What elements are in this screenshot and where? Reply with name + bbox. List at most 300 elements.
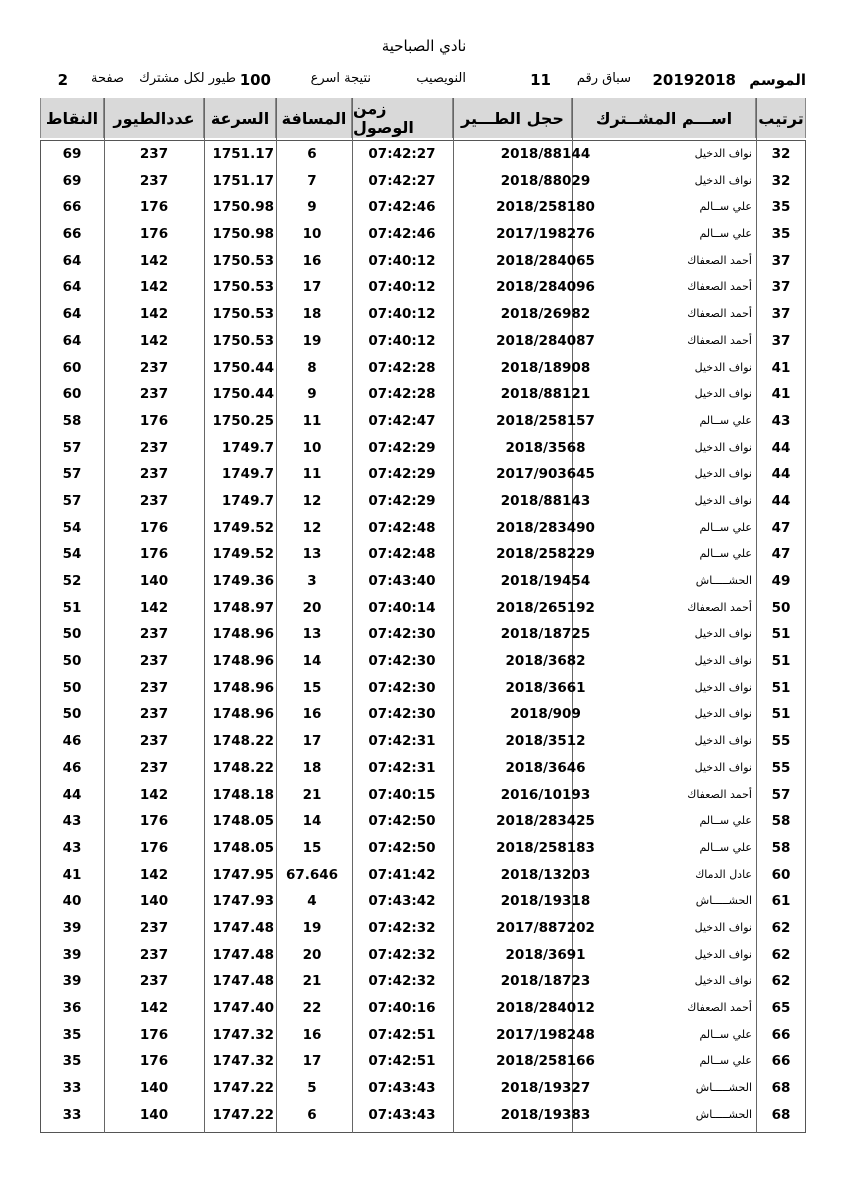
rank-cell: 51 — [771, 706, 791, 723]
participant-name-cell: نواف الدخيل — [694, 680, 752, 694]
bird-count-cell: 237 — [139, 653, 169, 670]
participant-name-cell: علي ســالم — [699, 547, 752, 561]
bird-count-cell: 142 — [139, 332, 169, 349]
participant-name-cell: الحشـــــاش — [695, 1081, 752, 1095]
points-cell: 50 — [62, 706, 82, 723]
arrival-time-cell: 07:40:12 — [368, 252, 436, 269]
page-label: صفحة — [91, 71, 124, 86]
distance-cell: 7 — [307, 172, 317, 189]
distance-cell: 16 — [302, 252, 322, 269]
bird-count-cell: 176 — [139, 1053, 169, 1070]
rank-cell: 44 — [771, 492, 791, 509]
speed-cell: 1750.25 — [212, 412, 274, 429]
speed-cell: 1751.17 — [212, 172, 274, 189]
points-cell: 64 — [62, 306, 82, 323]
distance-cell: 18 — [302, 759, 322, 776]
arrival-time-cell: 07:42:30 — [368, 626, 436, 643]
table-row — [40, 301, 806, 328]
ring-number-cell: 2018/18725 — [500, 626, 591, 643]
ring-number-cell: 2018/284096 — [496, 279, 595, 296]
bird-count-cell: 237 — [139, 492, 169, 509]
distance-cell: 67.646 — [285, 866, 339, 883]
participant-name-cell: نواف الدخيل — [694, 387, 752, 401]
participant-name-cell: الحشـــــاش — [695, 894, 752, 908]
points-cell: 50 — [62, 626, 82, 643]
ring-number-cell: 2018/19327 — [500, 1080, 591, 1097]
points-cell: 69 — [62, 172, 82, 189]
points-cell: 33 — [62, 1080, 82, 1097]
points-cell: 60 — [62, 386, 82, 403]
participant-name-cell: أحمد الصعفاك — [687, 600, 752, 614]
points-cell: 57 — [62, 439, 82, 456]
distance-cell: 13 — [302, 546, 322, 563]
table-row — [40, 488, 806, 515]
ring-number-cell: 2018/3512 — [505, 733, 586, 750]
arrival-time-cell: 07:42:27 — [368, 146, 436, 162]
rank-cell: 62 — [771, 973, 791, 990]
speed-cell: 1748.05 — [212, 839, 274, 856]
participant-name-cell: نواف الدخيل — [694, 974, 752, 988]
header-speed: السرعة — [204, 98, 276, 138]
club-title: نادي الصباحية — [381, 37, 467, 55]
speed-cell: 1750.98 — [212, 199, 274, 216]
arrival-time-cell: 07:40:15 — [368, 786, 436, 803]
ring-number-cell: 2016/10193 — [500, 786, 591, 803]
bird-count-cell: 237 — [139, 679, 169, 696]
table-row — [40, 915, 806, 942]
bird-count-cell: 237 — [139, 466, 169, 483]
distance-cell: 12 — [302, 519, 322, 536]
bird-count-cell: 237 — [139, 172, 169, 189]
distance-cell: 9 — [307, 199, 317, 216]
participant-name-cell: نواف الدخيل — [694, 173, 752, 187]
distance-cell: 10 — [302, 439, 322, 456]
table-row — [40, 728, 806, 755]
points-cell: 60 — [62, 359, 82, 376]
table-row — [40, 675, 806, 702]
header-birds: عددالطيور — [104, 98, 204, 138]
ring-number-cell: 2018/13203 — [500, 866, 591, 883]
points-cell: 57 — [62, 492, 82, 509]
distance-cell: 14 — [302, 813, 322, 830]
speed-cell: 1751.17 — [212, 146, 274, 162]
participant-name-cell: نواف الدخيل — [694, 467, 752, 481]
table-row — [40, 141, 806, 168]
arrival-time-cell: 07:42:46 — [368, 226, 436, 243]
rank-cell: 50 — [771, 599, 791, 616]
speed-cell: 1750.98 — [212, 226, 274, 243]
participant-name-cell: الحشـــــاش — [695, 574, 752, 587]
arrival-time-cell: 07:40:12 — [368, 332, 436, 349]
rank-cell: 47 — [771, 519, 791, 536]
rank-cell: 47 — [771, 546, 791, 563]
participant-name-cell: نواف الدخيل — [694, 920, 752, 934]
table-row — [40, 194, 806, 221]
ring-number-cell: 2018/26982 — [500, 306, 591, 323]
points-cell: 43 — [62, 813, 82, 830]
rank-cell: 35 — [771, 199, 791, 216]
speed-cell: 1748.96 — [212, 653, 274, 670]
table-row — [40, 1075, 806, 1102]
bird-count-cell: 176 — [139, 1026, 169, 1043]
ring-number-cell: 2018/284087 — [496, 332, 595, 349]
rank-cell: 32 — [771, 146, 791, 162]
points-cell: 44 — [62, 786, 82, 803]
distance-cell: 6 — [307, 1106, 317, 1123]
speed-cell: 1747.22 — [212, 1106, 274, 1123]
rank-cell: 55 — [771, 759, 791, 776]
bird-count-cell: 140 — [139, 1080, 169, 1097]
distance-cell: 12 — [302, 492, 322, 509]
rank-cell: 58 — [771, 813, 791, 830]
rank-cell: 65 — [771, 1000, 791, 1016]
bird-count-cell: 176 — [139, 226, 169, 243]
table-row — [40, 942, 806, 969]
speed-cell: 1748.97 — [212, 599, 274, 616]
distance-cell: 16 — [302, 706, 322, 723]
ring-number-cell: 2017/198276 — [496, 226, 595, 243]
points-cell: 35 — [62, 1026, 82, 1043]
ring-number-cell: 2017/887202 — [496, 919, 595, 936]
distance-cell: 9 — [307, 386, 317, 403]
table-row — [40, 221, 806, 248]
table-row — [40, 1048, 806, 1075]
page-value: 2 — [57, 71, 68, 89]
bird-count-cell: 237 — [139, 359, 169, 376]
table-row — [40, 888, 806, 915]
table-row — [40, 782, 806, 809]
speed-cell: 1748.05 — [212, 813, 274, 830]
distance-cell: 4 — [307, 893, 317, 910]
arrival-time-cell: 07:42:32 — [368, 946, 436, 963]
arrival-time-cell: 07:42:27 — [368, 172, 436, 189]
distance-cell: 20 — [302, 599, 322, 616]
table-row — [40, 862, 806, 889]
participant-name-cell: أحمد الصعفاك — [687, 333, 752, 347]
participant-name-cell: علي ســالم — [699, 814, 752, 828]
rank-cell: 44 — [771, 439, 791, 456]
header-time: زمن الوصول — [352, 98, 453, 138]
speed-cell: 1750.53 — [212, 279, 274, 296]
ring-number-cell: 2017/198248 — [496, 1026, 595, 1043]
arrival-time-cell: 07:42:28 — [368, 386, 436, 403]
points-cell: 36 — [62, 1000, 82, 1016]
points-cell: 35 — [62, 1053, 82, 1070]
bird-count-cell: 142 — [139, 1000, 169, 1016]
arrival-time-cell: 07:42:51 — [368, 1053, 436, 1070]
participant-name-cell: نواف الدخيل — [694, 493, 752, 507]
rank-cell: 61 — [771, 893, 791, 910]
race-label: سباق رقم — [576, 71, 631, 86]
arrival-time-cell: 07:41:42 — [368, 866, 436, 883]
header-points: النقاط — [40, 98, 104, 138]
rank-cell: 37 — [771, 252, 791, 269]
speed-cell: 1750.53 — [212, 332, 274, 349]
participant-name-cell: الحشـــــاش — [695, 1107, 752, 1121]
rank-cell: 68 — [771, 1106, 791, 1123]
speed-cell: 1748.96 — [212, 706, 274, 723]
rank-cell: 35 — [771, 226, 791, 243]
speed-cell: 1748.96 — [212, 679, 274, 696]
ring-number-cell: 2018/3646 — [505, 759, 586, 776]
rank-cell: 32 — [771, 172, 791, 189]
table-row — [40, 461, 806, 488]
header-distance: المسافة — [276, 98, 352, 138]
speed-cell: 1749.36 — [212, 573, 274, 589]
rank-cell: 66 — [771, 1026, 791, 1043]
arrival-time-cell: 07:42:47 — [368, 412, 436, 429]
arrival-time-cell: 07:42:32 — [368, 973, 436, 990]
arrival-time-cell: 07:42:50 — [368, 813, 436, 830]
points-cell: 50 — [62, 679, 82, 696]
race-info-line — [40, 71, 806, 91]
distance-cell: 18 — [302, 306, 322, 323]
arrival-time-cell: 07:42:29 — [368, 492, 436, 509]
table-row — [40, 808, 806, 835]
points-cell: 39 — [62, 973, 82, 990]
participant-name-cell: علي ســالم — [699, 200, 752, 214]
speed-cell: 1749.7 — [221, 439, 274, 456]
participant-name-cell: أحمد الصعفاك — [687, 307, 752, 321]
bird-count-cell: 142 — [139, 306, 169, 323]
points-cell: 51 — [62, 599, 82, 616]
bird-count-cell: 237 — [139, 973, 169, 990]
table-row — [40, 435, 806, 462]
participant-name-cell: علي ســالم — [699, 1027, 752, 1041]
table-row — [40, 648, 806, 675]
ring-number-cell: 2018/283425 — [496, 813, 595, 830]
points-cell: 66 — [62, 226, 82, 243]
rank-cell: 51 — [771, 679, 791, 696]
bird-count-cell: 237 — [139, 706, 169, 723]
speed-cell: 1747.95 — [212, 866, 274, 883]
bird-count-cell: 237 — [139, 146, 169, 162]
arrival-time-cell: 07:43:42 — [368, 893, 436, 910]
rank-cell: 51 — [771, 653, 791, 670]
bird-count-cell: 140 — [139, 573, 169, 589]
points-cell: 69 — [62, 146, 82, 162]
speed-cell: 1750.44 — [212, 386, 274, 403]
bird-count-cell: 142 — [139, 786, 169, 803]
table-row — [40, 835, 806, 862]
ring-number-cell: 2017/903645 — [496, 466, 595, 483]
rank-cell: 37 — [771, 332, 791, 349]
distance-cell: 21 — [302, 973, 322, 990]
distance-cell: 6 — [307, 146, 317, 162]
ring-number-cell: 2018/258183 — [496, 839, 595, 856]
distance-cell: 20 — [302, 946, 322, 963]
table-row — [40, 408, 806, 435]
table-row — [40, 1022, 806, 1049]
participant-name-cell: علي ســالم — [699, 520, 752, 534]
participant-name-cell: نواف الدخيل — [694, 654, 752, 668]
ring-number-cell: 2018/88144 — [500, 146, 591, 162]
participant-name-cell: أحمد الصعفاك — [687, 280, 752, 294]
rank-cell: 51 — [771, 626, 791, 643]
participant-name-cell: نواف الدخيل — [694, 627, 752, 641]
points-cell: 43 — [62, 839, 82, 856]
rank-cell: 37 — [771, 306, 791, 323]
ring-number-cell: 2018/3661 — [505, 679, 586, 696]
table-row — [40, 515, 806, 542]
ring-number-cell: 2018/284065 — [496, 252, 595, 269]
arrival-time-cell: 07:40:16 — [368, 1000, 436, 1016]
header-rank: ترتيب — [756, 98, 806, 138]
bird-count-cell: 176 — [139, 546, 169, 563]
points-cell: 50 — [62, 653, 82, 670]
speed-cell: 1748.22 — [212, 759, 274, 776]
speed-cell: 1749.7 — [221, 492, 274, 509]
table-row — [40, 328, 806, 355]
participant-name-cell: علي ســالم — [699, 227, 752, 241]
arrival-time-cell: 07:43:40 — [368, 573, 436, 589]
participant-name-cell: علي ســالم — [699, 840, 752, 854]
speed-cell: 1748.18 — [212, 786, 274, 803]
table-row — [40, 595, 806, 622]
distance-cell: 15 — [302, 679, 322, 696]
table-row — [40, 755, 806, 782]
points-cell: 33 — [62, 1106, 82, 1123]
distance-cell: 15 — [302, 839, 322, 856]
arrival-time-cell: 07:40:14 — [368, 599, 436, 616]
participant-name-cell: نواف الدخيل — [694, 734, 752, 748]
result-value: 100 — [239, 71, 271, 89]
distance-cell: 3 — [307, 573, 317, 589]
rank-cell: 55 — [771, 733, 791, 750]
rank-cell: 41 — [771, 386, 791, 403]
points-cell: 46 — [62, 733, 82, 750]
participant-name-cell: علي ســالم — [699, 413, 752, 427]
points-cell: 40 — [62, 893, 82, 910]
race-value: 11 — [530, 71, 551, 89]
arrival-time-cell: 07:42:30 — [368, 679, 436, 696]
distance-cell: 22 — [302, 1000, 322, 1016]
rank-cell: 44 — [771, 466, 791, 483]
ring-number-cell: 2018/283490 — [496, 519, 595, 536]
points-cell: 54 — [62, 519, 82, 536]
distance-cell: 17 — [302, 733, 322, 750]
header-ring: حجل الطـــير — [453, 98, 572, 138]
table-row — [40, 248, 806, 275]
bird-count-cell: 237 — [139, 386, 169, 403]
points-cell: 54 — [62, 546, 82, 563]
bird-count-cell: 237 — [139, 946, 169, 963]
arrival-time-cell: 07:42:48 — [368, 519, 436, 536]
points-cell: 52 — [62, 573, 82, 589]
distance-cell: 13 — [302, 626, 322, 643]
bird-count-cell: 142 — [139, 252, 169, 269]
rank-cell: 68 — [771, 1080, 791, 1097]
distance-cell: 17 — [302, 1053, 322, 1070]
arrival-time-cell: 07:43:43 — [368, 1106, 436, 1123]
table-row — [40, 568, 806, 595]
distance-cell: 11 — [302, 466, 322, 483]
speed-cell: 1749.52 — [212, 546, 274, 563]
participant-name-cell: نواف الدخيل — [694, 147, 752, 160]
arrival-time-cell: 07:42:28 — [368, 359, 436, 376]
bird-count-cell: 237 — [139, 439, 169, 456]
speed-cell: 1750.44 — [212, 359, 274, 376]
points-cell: 64 — [62, 279, 82, 296]
points-cell: 64 — [62, 332, 82, 349]
participant-name-cell: أحمد الصعفاك — [687, 1001, 752, 1014]
ring-number-cell: 2018/258166 — [496, 1053, 595, 1070]
participant-name-cell: نواف الدخيل — [694, 440, 752, 454]
ring-number-cell: 2018/909 — [510, 706, 581, 723]
ring-number-cell: 2018/88121 — [500, 386, 591, 403]
rank-cell: 37 — [771, 279, 791, 296]
speed-cell: 1747.48 — [212, 946, 274, 963]
season-label: الموسم — [749, 71, 806, 89]
arrival-time-cell: 07:42:29 — [368, 439, 436, 456]
location: النويصيب — [416, 71, 466, 86]
rank-cell: 62 — [771, 919, 791, 936]
bird-count-cell: 142 — [139, 279, 169, 296]
table-row — [40, 355, 806, 382]
rank-cell: 58 — [771, 839, 791, 856]
bird-count-cell: 237 — [139, 733, 169, 750]
season-value: 20192018 — [652, 71, 736, 89]
ring-number-cell: 2018/258180 — [496, 199, 595, 216]
arrival-time-cell: 07:40:12 — [368, 279, 436, 296]
rank-cell: 43 — [771, 412, 791, 429]
participant-name-cell: نواف الدخيل — [694, 707, 752, 721]
ring-number-cell: 2018/258157 — [496, 412, 595, 429]
arrival-time-cell: 07:40:12 — [368, 306, 436, 323]
arrival-time-cell: 07:42:29 — [368, 466, 436, 483]
participant-name-cell: أحمد الصعفاك — [687, 253, 752, 267]
distance-cell: 11 — [302, 412, 322, 429]
results-table-body — [40, 141, 806, 1128]
arrival-time-cell: 07:42:30 — [368, 706, 436, 723]
arrival-time-cell: 07:42:31 — [368, 759, 436, 776]
arrival-time-cell: 07:42:50 — [368, 839, 436, 856]
bird-count-cell: 237 — [139, 759, 169, 776]
rank-cell: 62 — [771, 946, 791, 963]
speed-cell: 1747.32 — [212, 1053, 274, 1070]
distance-cell: 14 — [302, 653, 322, 670]
distance-cell: 19 — [302, 919, 322, 936]
ring-number-cell: 2018/19318 — [500, 893, 591, 910]
rank-cell: 57 — [771, 786, 791, 803]
arrival-time-cell: 07:42:51 — [368, 1026, 436, 1043]
distance-cell: 17 — [302, 279, 322, 296]
distance-cell: 16 — [302, 1026, 322, 1043]
bird-count-cell: 176 — [139, 813, 169, 830]
points-cell: 39 — [62, 919, 82, 936]
bird-count-cell: 176 — [139, 412, 169, 429]
distance-cell: 8 — [307, 359, 317, 376]
ring-number-cell: 2018/3682 — [505, 653, 586, 670]
participant-name-cell: نواف الدخيل — [694, 947, 752, 961]
table-row — [40, 541, 806, 568]
distance-cell: 19 — [302, 332, 322, 349]
speed-cell: 1747.48 — [212, 973, 274, 990]
arrival-time-cell: 07:42:32 — [368, 919, 436, 936]
points-cell: 58 — [62, 412, 82, 429]
table-row — [40, 995, 806, 1022]
points-cell: 46 — [62, 759, 82, 776]
bird-count-cell: 142 — [139, 866, 169, 883]
ring-number-cell: 2018/284012 — [496, 1000, 595, 1016]
ring-number-cell: 2018/18908 — [500, 359, 591, 376]
table-row — [40, 381, 806, 408]
header-name: اســـم المشــترك — [572, 98, 756, 138]
participant-name-cell: نواف الدخيل — [694, 360, 752, 374]
rank-cell: 49 — [771, 573, 791, 589]
bird-count-cell: 176 — [139, 839, 169, 856]
arrival-time-cell: 07:42:30 — [368, 653, 436, 670]
